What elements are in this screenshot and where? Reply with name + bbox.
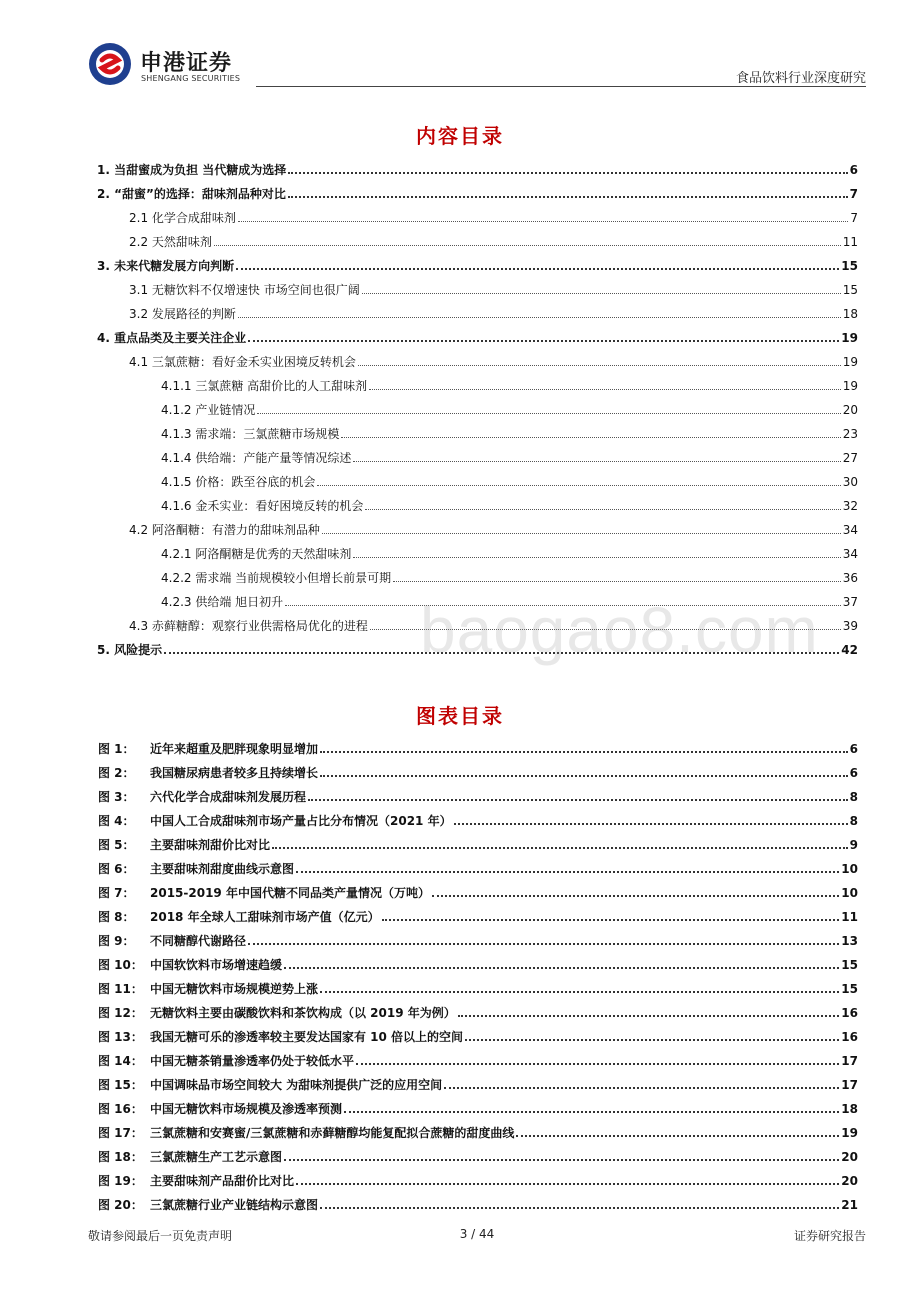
figure-number: 图 7： [98, 886, 135, 900]
figure-label: 2015-2019 年中国代糖不同品类产量情况（万吨） [150, 886, 430, 900]
toc-entry[interactable] [161, 469, 858, 489]
toc-label: 3.2 发展路径的判断 [129, 307, 236, 321]
toc-page: 11 [842, 235, 858, 249]
figure-label: 中国无糖茶销量渗透率仍处于较低水平 [150, 1054, 355, 1068]
leader-dots [516, 1135, 839, 1137]
leader-dots [362, 293, 841, 294]
figure-page: 13 [841, 934, 858, 948]
figure-label: 中国调味品市场空间较大 为甜味剂提供广泛的应用空间 [150, 1078, 443, 1092]
header-divider [256, 86, 866, 87]
figure-page: 16 [841, 1006, 858, 1020]
figure-entry[interactable] [98, 808, 858, 828]
logo-emblem-icon [88, 42, 132, 86]
figure-entry[interactable] [98, 976, 858, 996]
toc-title: 内容目录 [416, 124, 504, 148]
leader-dots [465, 1039, 839, 1041]
figure-page: 10 [841, 886, 858, 900]
figure-page: 18 [841, 1102, 858, 1116]
figure-page: 17 [841, 1078, 858, 1092]
toc-page: 34 [842, 523, 858, 537]
figure-label: 主要甜味剂甜度曲线示意图 [150, 862, 295, 876]
figure-entry[interactable] [98, 904, 858, 924]
toc-label: 3. 未来代糖发展方向判断 [97, 259, 235, 273]
figure-label: 六代化学合成甜味剂发展历程 [150, 790, 307, 804]
leader-dots [322, 533, 841, 534]
leader-dots [238, 317, 841, 318]
toc-label: 4.1.6 金禾实业：看好困境反转的机会 [161, 499, 364, 513]
toc-page: 30 [842, 475, 858, 489]
toc-page: 37 [842, 595, 858, 609]
figure-number: 图 3： [98, 790, 135, 804]
toc-page: 32 [842, 499, 858, 513]
figure-page: 19 [841, 1126, 858, 1140]
figures-title: 图表目录 [416, 704, 504, 728]
leader-dots [365, 509, 840, 510]
figure-page: 10 [841, 862, 858, 876]
figure-number: 图 13： [98, 1030, 143, 1044]
toc-label: 4.1.2 产业链情况 [161, 403, 256, 417]
leader-dots [248, 340, 839, 342]
logo-chinese-name: 申港证券 [140, 51, 233, 76]
toc-label: 2.2 天然甜味剂 [129, 235, 212, 249]
leader-dots [320, 991, 839, 993]
toc-page: 19 [841, 331, 858, 345]
toc-entry[interactable] [97, 157, 858, 177]
figure-page: 20 [841, 1174, 858, 1188]
figure-page: 8 [849, 814, 858, 828]
toc-label: 4.1.3 需求端：三氯蔗糖市场规模 [161, 427, 340, 441]
figure-number: 图 17： [98, 1126, 143, 1140]
leader-dots [356, 1063, 839, 1065]
figure-number: 图 10： [98, 958, 143, 972]
figure-label: 中国无糖饮料市场规模及渗透率预测 [150, 1102, 343, 1116]
watermark: baogao8.com [420, 594, 819, 666]
toc-label: 4.1.1 三氯蔗糖 高甜价比的人工甜味剂 [161, 379, 368, 393]
toc-label: 2.1 化学合成甜味剂 [129, 211, 236, 225]
toc-page: 18 [842, 307, 858, 321]
figure-number: 图 8： [98, 910, 135, 924]
toc-label: 4.3 赤藓糖醇：观察行业供需格局优化的进程 [129, 619, 368, 633]
leader-dots [358, 365, 841, 366]
company-logo [88, 40, 268, 88]
toc-entry[interactable] [97, 325, 858, 345]
toc-label: 4. 重点品类及主要关注企业 [97, 331, 247, 345]
page-header [88, 40, 866, 90]
figure-label: 中国无糖饮料市场规模逆势上涨 [150, 982, 319, 996]
figure-label: 2018 年全球人工甜味剂市场产值（亿元） [150, 910, 380, 924]
leader-dots [444, 1087, 839, 1089]
leader-dots [317, 485, 840, 486]
leader-dots [320, 775, 848, 777]
toc-label: 4.1.5 价格：跌至谷底的机会 [161, 475, 316, 489]
figure-number: 图 11： [98, 982, 143, 996]
leader-dots [288, 172, 847, 174]
figure-entry[interactable] [98, 1072, 858, 1092]
logo-english-name: SHENGANG SECURITIES [141, 74, 241, 83]
leader-dots [296, 871, 839, 873]
toc-page: 19 [842, 355, 858, 369]
figure-entry[interactable] [98, 1000, 858, 1020]
toc-label: 4.1.4 供给端：产能产量等情况综述 [161, 451, 352, 465]
toc-label: 1. 当甜蜜成为负担 当代糖成为选择 [97, 163, 287, 177]
page-footer [88, 1227, 866, 1247]
toc-entry[interactable] [129, 277, 858, 297]
toc-page: 7 [850, 211, 858, 225]
figure-entry[interactable] [98, 832, 858, 852]
leader-dots [382, 919, 840, 921]
figure-page: 11 [841, 910, 858, 924]
leader-dots [284, 967, 839, 969]
leader-dots [458, 1015, 840, 1017]
figure-entry[interactable] [98, 1120, 858, 1140]
figure-page: 8 [849, 790, 858, 804]
toc-entry[interactable] [129, 205, 858, 225]
toc-label: 4.2.2 需求端 当前规模较小但增长前景可期 [161, 571, 392, 585]
toc-entry[interactable] [161, 541, 858, 561]
figure-number: 图 12： [98, 1006, 143, 1020]
figure-page: 6 [849, 766, 858, 780]
leader-dots [341, 437, 840, 438]
toc-page: 19 [842, 379, 858, 393]
leader-dots [353, 461, 840, 462]
figure-label: 三氯蔗糖和安赛蜜/三氯蔗糖和赤藓糖醇均能复配拟合蔗糖的甜度曲线 [150, 1126, 515, 1140]
toc-entry[interactable] [97, 253, 858, 273]
toc-page: 6 [849, 163, 858, 177]
figure-entry[interactable] [98, 1168, 858, 1188]
toc-label: 4.2.3 供给端 旭日初升 [161, 595, 284, 609]
leader-dots [272, 847, 848, 849]
leader-dots [308, 799, 848, 801]
figure-number: 图 4： [98, 814, 135, 828]
toc-entry[interactable] [161, 421, 858, 441]
toc-entry[interactable] [97, 181, 858, 201]
figure-entry[interactable] [98, 760, 858, 780]
figure-entry[interactable] [98, 1048, 858, 1068]
figure-entry[interactable] [98, 1024, 858, 1044]
figure-number: 图 20： [98, 1198, 143, 1212]
figure-page: 16 [841, 1030, 858, 1044]
leader-dots [454, 823, 848, 825]
figure-page: 9 [849, 838, 858, 852]
figure-page: 15 [841, 982, 858, 996]
figure-number: 图 19： [98, 1174, 143, 1188]
toc-entry[interactable] [161, 397, 858, 417]
figure-label: 三氯蔗糖行业产业链结构示意图 [150, 1198, 319, 1212]
leader-dots [393, 581, 841, 582]
leader-dots [288, 196, 848, 198]
toc-page: 36 [842, 571, 858, 585]
leader-dots [248, 943, 839, 945]
leader-dots [236, 268, 839, 270]
figure-number: 图 6： [98, 862, 135, 876]
toc-label: 4.2.1 阿洛酮糖是优秀的天然甜味剂 [161, 547, 352, 561]
figure-label: 主要甜味剂甜价比对比 [150, 838, 271, 852]
figure-number: 图 2： [98, 766, 135, 780]
toc-label: 5. 风险提示 [97, 643, 163, 657]
toc-page: 39 [842, 619, 858, 633]
figure-entry[interactable] [98, 784, 858, 804]
figure-entry[interactable] [98, 736, 858, 756]
toc-entry[interactable] [161, 445, 858, 465]
figure-label: 近年来超重及肥胖现象明显增加 [150, 742, 319, 756]
leader-dots [214, 245, 841, 246]
figure-number: 图 9： [98, 934, 135, 948]
figure-number: 图 14： [98, 1054, 143, 1068]
leader-dots [257, 413, 840, 414]
toc-page: 7 [849, 187, 858, 201]
toc-page: 15 [841, 259, 858, 273]
leader-dots [369, 389, 841, 390]
figure-number: 图 16： [98, 1102, 143, 1116]
toc-entry[interactable] [129, 517, 858, 537]
toc-label: 3.1 无糖饮料不仅增速快 市场空间也很广阔 [129, 283, 360, 297]
figure-entry[interactable] [98, 1096, 858, 1116]
toc-page: 23 [842, 427, 858, 441]
leader-dots [353, 557, 840, 558]
toc-page: 15 [842, 283, 858, 297]
figure-entry[interactable] [98, 1144, 858, 1164]
figure-page: 17 [841, 1054, 858, 1068]
figure-label: 无糖饮料主要由碳酸饮料和茶饮构成（以 2019 年为例） [150, 1006, 456, 1020]
figure-number: 图 5： [98, 838, 135, 852]
toc-page: 27 [842, 451, 858, 465]
figure-label: 中国软饮料市场增速趋缓 [150, 958, 283, 972]
leader-dots [238, 221, 848, 222]
toc-label: 2. “甜蜜”的选择：甜味剂品种对比 [97, 187, 286, 201]
figure-entry[interactable] [98, 1192, 858, 1212]
leader-dots [432, 895, 839, 897]
leader-dots [344, 1111, 839, 1113]
figure-entry[interactable] [98, 856, 858, 876]
figure-number: 图 18： [98, 1150, 143, 1164]
toc-entry[interactable] [129, 349, 858, 369]
leader-dots [320, 1207, 839, 1209]
toc-entry[interactable] [161, 373, 858, 393]
figure-label: 三氯蔗糖生产工艺示意图 [150, 1150, 283, 1164]
figure-label: 主要甜味剂产品甜价比对比 [150, 1174, 295, 1188]
toc-entry[interactable] [129, 301, 858, 321]
leader-dots [296, 1183, 839, 1185]
toc-page: 42 [841, 643, 858, 657]
toc-page: 34 [842, 547, 858, 561]
report-label: 证券研究报告 [793, 1229, 866, 1243]
figure-page: 21 [841, 1198, 858, 1212]
toc-page: 20 [842, 403, 858, 417]
leader-dots [284, 1159, 839, 1161]
figure-page: 20 [841, 1150, 858, 1164]
toc-entry[interactable] [161, 493, 858, 513]
figure-number: 图 1： [98, 742, 135, 756]
figure-entry[interactable] [98, 880, 858, 900]
figure-label: 我国糖尿病患者较多且持续增长 [150, 766, 319, 780]
leader-dots [320, 751, 848, 753]
toc-entry[interactable] [129, 229, 858, 249]
figure-number: 图 15： [98, 1078, 143, 1092]
toc-entry[interactable] [161, 565, 858, 585]
page-indicator: 3 / 44 [459, 1227, 495, 1241]
toc-label: 4.1 三氯蔗糖：看好金禾实业困境反转机会 [129, 355, 356, 369]
figure-label: 不同糖醇代谢路径 [150, 934, 247, 948]
figure-entry[interactable] [98, 928, 858, 948]
figure-entry[interactable] [98, 952, 858, 972]
figure-page: 15 [841, 958, 858, 972]
report-type-label: 食品饮料行业深度研究 [735, 71, 866, 86]
disclaimer-link[interactable]: 敬请参阅最后一页免责声明 [88, 1229, 233, 1243]
figure-label: 中国人工合成甜味剂市场产量占比分布情况（2021 年） [150, 814, 452, 828]
figure-page: 6 [849, 742, 858, 756]
figure-label: 我国无糖可乐的渗透率较主要发达国家有 10 倍以上的空间 [150, 1030, 464, 1044]
toc-label: 4.2 阿洛酮糖：有潜力的甜味剂品种 [129, 523, 320, 537]
